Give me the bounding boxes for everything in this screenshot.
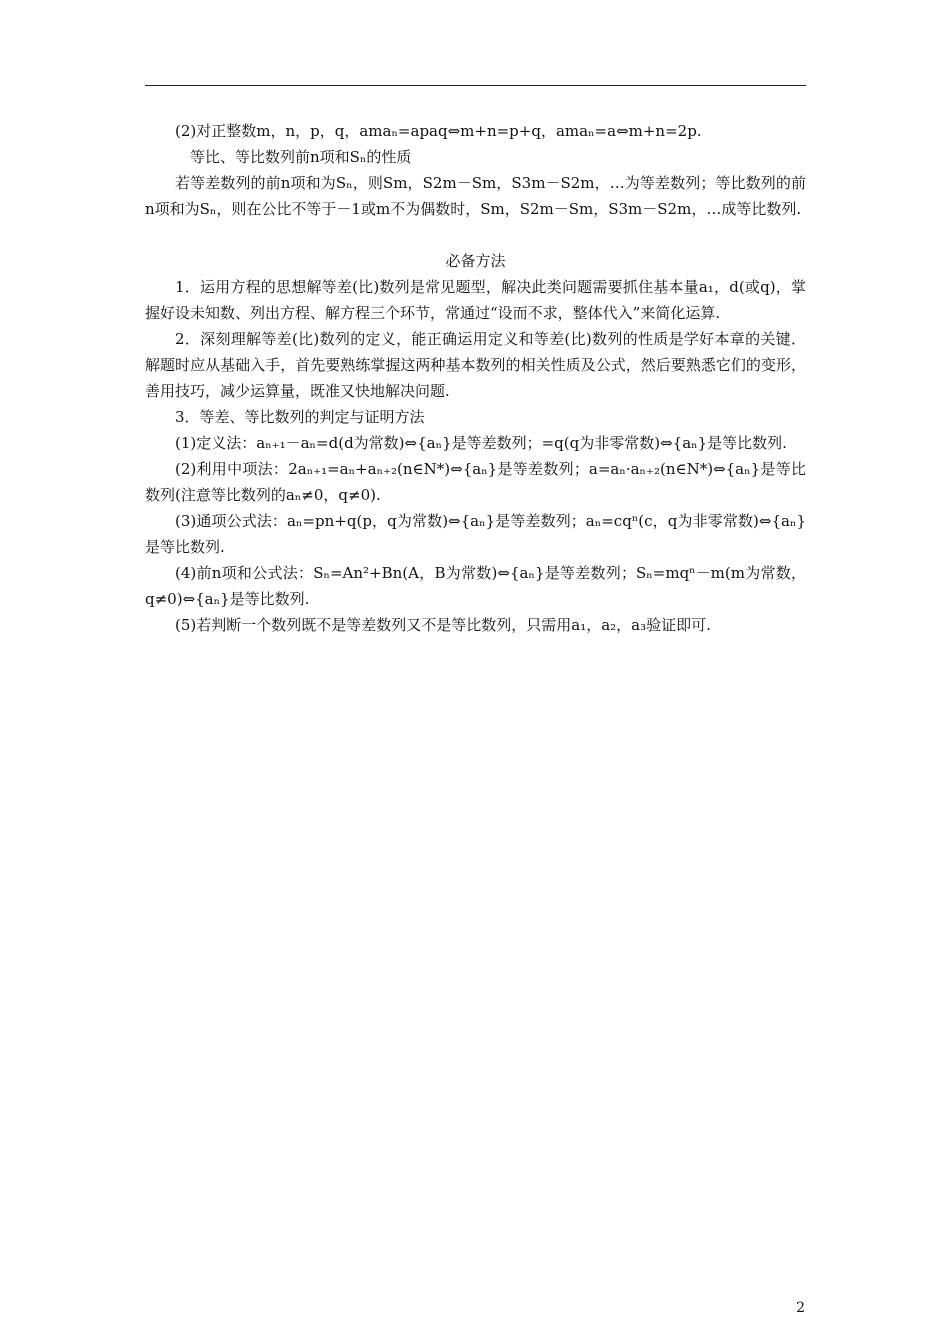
section-heading: 等比、等比数列前n项和Sₙ的性质 [190,148,412,166]
paragraph: 3．等差、等比数列的判定与证明方法 [175,408,425,426]
paragraph: (3)通项公式法：aₙ=pn+q(p，q为常数)⇔{aₙ}是等差数列；aₙ=cqⁿ(c，q为非零常数)⇔{aₙ}是等比数列. [145,512,806,556]
paragraph: (1)定义法：aₙ₊₁－aₙ=d(d为常数)⇔{aₙ}是等差数列；=q(q为非零常数)⇔{aₙ}是等比数列. [175,434,787,452]
page-number: 2 [796,1300,805,1316]
document-body [145,118,806,638]
paragraph: (2)利用中项法：2aₙ₊₁=aₙ+aₙ₊₂(n∈N*)⇔{aₙ}是等差数列；a=aₙ·aₙ₊₂(n∈N*)⇔{aₙ}是等比数列(注意等比数列的aₙ≠0，q≠0). [145,460,806,504]
paragraph: 若等差数列的前n项和为Sₙ，则Sm，S2m－Sm，S3m－S2m，…为等差数列；等比数列的前n项和为Sₙ，则在公比不等于－1或m不为偶数时，Sm，S2m－Sm，S3m－S2m，…成等比数列. [145,174,806,218]
paragraph: (5)若判断一个数列既不是等差数列又不是等比数列，只需用a₁，a₂，a₃验证即可. [175,616,711,634]
header-rule [145,85,806,86]
paragraph: 2．深刻理解等差(比)数列的定义，能正确运用定义和等差(比)数列的性质是学好本章的关键．解题时应从基础入手，首先要熟练掌握这两种基本数列的相关性质及公式，然后要熟悉它们的变形，善用技巧，减少运算量，既准又快地解决问题. [145,330,806,400]
paragraph: 1．运用方程的思想解等差(比)数列是常见题型，解决此类问题需要抓住基本量a₁，d(或q)，掌握好设未知数、列出方程、解方程三个环节，常通过“设而不求，整体代入”来简化运算. [145,278,806,322]
paragraph: (2)对正整数m，n，p，q，amaₙ=apaq⇔m+n=p+q，amaₙ=a⇔m+n=2p. [175,122,702,140]
paragraph: (4)前n项和公式法：Sₙ=An²+Bn(A，B为常数)⇔{aₙ}是等差数列；Sₙ=mqⁿ－m(m为常数，q≠0)⇔{aₙ}是等比数列. [145,564,806,608]
section-title: 必备方法 [445,252,506,270]
